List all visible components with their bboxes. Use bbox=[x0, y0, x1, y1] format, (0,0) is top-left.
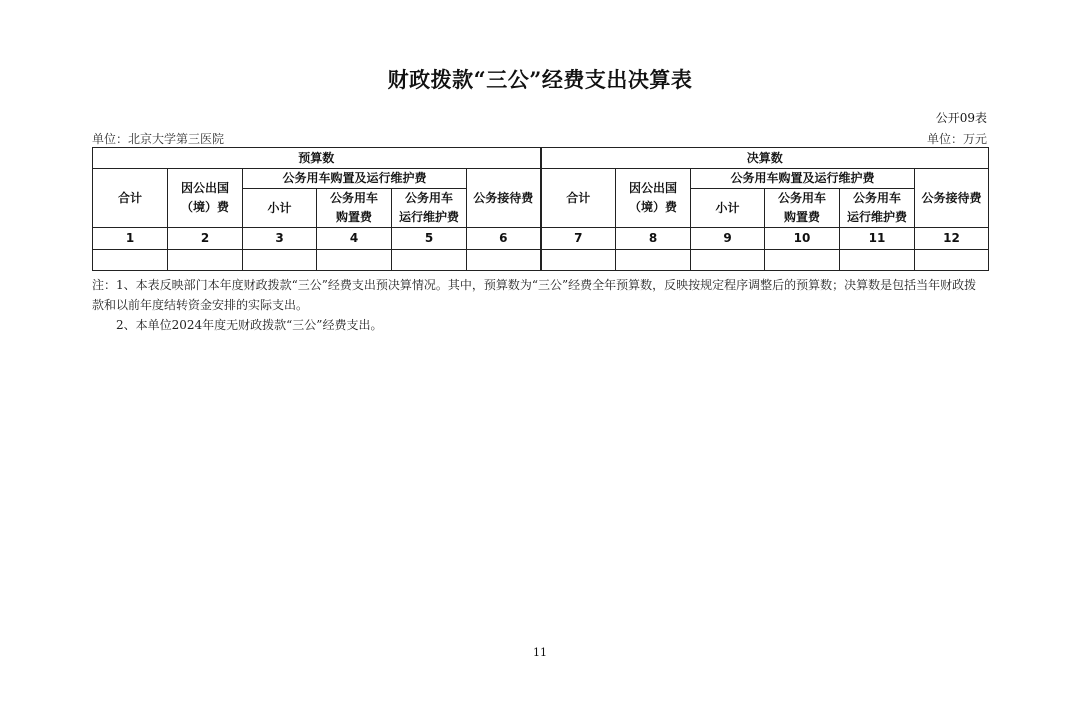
actual-group-header: 决算数 bbox=[541, 148, 989, 169]
data-cell bbox=[691, 250, 765, 271]
index-cell: 2 bbox=[168, 228, 243, 250]
data-cell bbox=[168, 250, 243, 271]
data-cell bbox=[317, 250, 392, 271]
page-title: 财政拨款“三公”经费支出决算表 bbox=[387, 67, 693, 92]
index-cell: 11 bbox=[840, 228, 915, 250]
actual-abroad-header: 因公出国 （境）费 bbox=[616, 169, 691, 228]
budget-group-header: 预算数 bbox=[93, 148, 541, 169]
budget-abroad-header: 因公出国 （境）费 bbox=[168, 169, 243, 228]
index-cell: 10 bbox=[765, 228, 840, 250]
table-notes bbox=[92, 275, 988, 335]
index-cell: 6 bbox=[467, 228, 541, 250]
column-index-row bbox=[93, 228, 989, 250]
form-number: 公开09表 bbox=[935, 111, 987, 125]
data-cell bbox=[243, 250, 317, 271]
data-cell bbox=[765, 250, 840, 271]
budget-reception-header: 公务接待费 bbox=[467, 169, 541, 228]
actual-vehicle-group-header: 公务用车购置及运行维护费 bbox=[691, 169, 915, 189]
index-cell: 8 bbox=[616, 228, 691, 250]
budget-vehicle-group-header: 公务用车购置及运行维护费 bbox=[243, 169, 467, 189]
currency-unit: 单位：万元 bbox=[926, 132, 987, 146]
data-cell bbox=[915, 250, 989, 271]
note-1: 注：1、本表反映部门本年度财政拨款“三公”经费支出预决算情况。其中，预算数为“三公”经费全年预算数，反映按规定程序调整后的预算数；决算数是包括当年财政拨款和以前年度结转资金安排的实际支出。 bbox=[92, 278, 977, 312]
budget-total-header: 合计 bbox=[93, 169, 168, 228]
note-2: 2、本单位2024年度无财政拨款“三公”经费支出。 bbox=[116, 318, 383, 332]
budget-subtotal-header: 小计 bbox=[243, 189, 317, 228]
actual-total-header: 合计 bbox=[541, 169, 616, 228]
data-row bbox=[93, 250, 989, 271]
actual-reception-header: 公务接待费 bbox=[915, 169, 989, 228]
expenditure-table bbox=[92, 147, 989, 271]
index-cell: 4 bbox=[317, 228, 392, 250]
budget-maintenance-header: 公务用车 运行维护费 bbox=[392, 189, 467, 228]
actual-subtotal-header: 小计 bbox=[691, 189, 765, 228]
page-number: 11 bbox=[533, 646, 547, 659]
index-cell: 1 bbox=[93, 228, 168, 250]
organization-unit: 单位：北京大学第三医院 bbox=[92, 132, 225, 146]
index-cell: 5 bbox=[392, 228, 467, 250]
budget-purchase-header: 公务用车 购置费 bbox=[317, 189, 392, 228]
data-cell bbox=[616, 250, 691, 271]
data-cell bbox=[840, 250, 915, 271]
index-cell: 3 bbox=[243, 228, 317, 250]
data-cell bbox=[467, 250, 541, 271]
index-cell: 12 bbox=[915, 228, 989, 250]
index-cell: 9 bbox=[691, 228, 765, 250]
actual-purchase-header: 公务用车 购置费 bbox=[765, 189, 840, 228]
index-cell: 7 bbox=[541, 228, 616, 250]
actual-maintenance-header: 公务用车 运行维护费 bbox=[840, 189, 915, 228]
data-cell bbox=[392, 250, 467, 271]
data-cell bbox=[93, 250, 168, 271]
data-cell bbox=[541, 250, 616, 271]
